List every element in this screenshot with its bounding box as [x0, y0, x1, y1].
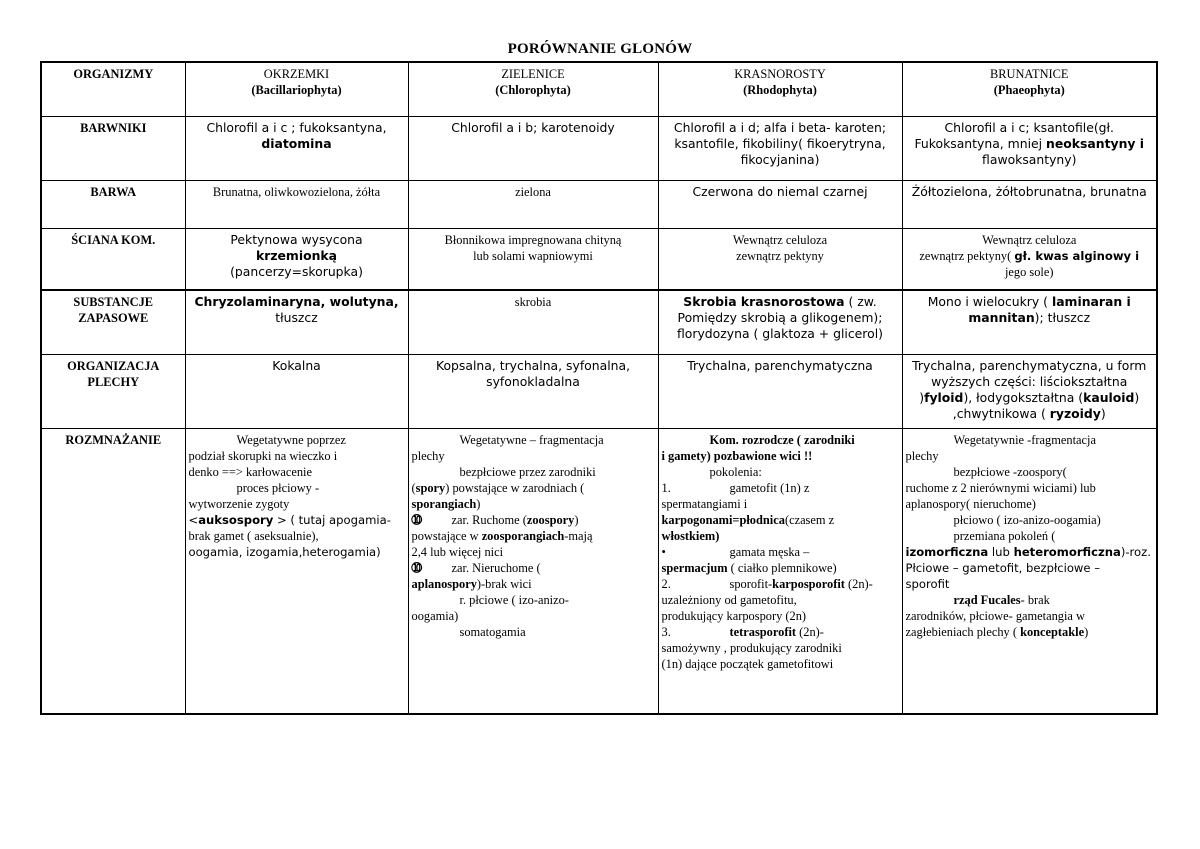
- cell-barwniki-brunatnice: [902, 116, 1157, 180]
- cell-text: [412, 528, 655, 544]
- cell-text: bezpłciowe przez zarodniki: [459, 464, 596, 479]
- cell-text: plechy: [411, 448, 445, 463]
- cell-text: florydozyna ( glaktoza + glicerol): [677, 326, 883, 341]
- cell-text: [906, 248, 1154, 264]
- cell-text: powstające w: [411, 528, 482, 543]
- cell-text: ) powstające w zarodniach (: [445, 480, 585, 495]
- header-brunatnice-latin: (Phaeophyta): [993, 83, 1065, 97]
- cell-rozmnazanie-zielenice: [408, 428, 658, 714]
- page-title: PORÓWNANIE GLONÓW: [507, 41, 693, 57]
- header-okrzemki-name: OKRZEMKI: [263, 67, 330, 81]
- header-zielenice-latin: (Chlorophyta): [495, 83, 571, 97]
- table-row-rozmnazanie: [41, 428, 1157, 714]
- cell-text: (2n)-: [796, 624, 824, 639]
- cell-text: [906, 310, 1154, 326]
- cell-text: bezpłciowe -zoospory(: [953, 464, 1067, 479]
- cell-text: [412, 496, 655, 512]
- cell-text: Trychalna, parenchymatyczna, u form: [912, 357, 1147, 373]
- row-label-barwniki: BARWNIKI: [41, 116, 185, 180]
- header-krasnorosty: [658, 62, 902, 116]
- cell-text: lub solami wapniowymi: [473, 248, 593, 263]
- cell-text: spermatangiami i: [661, 496, 748, 511]
- cell-text-bold: neoksantyny i: [1046, 135, 1145, 151]
- row-label-substancje: [41, 290, 185, 354]
- cell-substancje-krasnorosty: [658, 290, 902, 354]
- cell-text: [412, 480, 655, 496]
- cell-text: aplanospory( nieruchome): [905, 496, 1036, 511]
- cell-text-bold: tetrasporofit: [729, 624, 797, 639]
- cell-text: somatogamia: [459, 624, 526, 639]
- cell-text: gamata męska –: [729, 544, 810, 559]
- cell-text: sporofit: [905, 576, 950, 591]
- cell-text: [412, 560, 655, 576]
- cell-barwa-zielenice: zielona: [408, 180, 658, 228]
- cell-text: [662, 464, 899, 480]
- cell-text: ( ciałko plemnikowe): [727, 560, 837, 575]
- cell-text: (pancerzy=skorupka): [230, 263, 363, 279]
- cell-rozmnazanie-krasnorosty: [658, 428, 902, 714]
- cell-text: zewnątrz pektyny(: [919, 248, 1015, 263]
- cell-text: SUBSTANCJE: [73, 295, 154, 309]
- table-row-organizacja: [41, 354, 1157, 428]
- cell-text: [412, 576, 655, 592]
- cell-text: Wegetatywne – fragmentacja: [459, 432, 604, 447]
- cell-text: krzemionką: [255, 247, 338, 263]
- cell-sciana-krasnorosty: [658, 228, 902, 290]
- cell-text: [189, 480, 405, 496]
- cell-text-bold: ryzoidy: [1049, 405, 1101, 421]
- header-brunatnice: [902, 62, 1157, 116]
- cell-text: PLECHY: [87, 374, 140, 389]
- cell-text: Mono i wielocukry (: [927, 294, 1052, 309]
- cell-text: [412, 624, 655, 640]
- cell-text: zar. Nieruchome (: [451, 560, 541, 575]
- cell-text: [662, 432, 899, 448]
- cell-text: włostkiem): [661, 528, 720, 543]
- cell-text: tłuszcz: [275, 310, 318, 325]
- cell-text: [906, 136, 1154, 152]
- cell-text: > ( tutaj apogamia-: [273, 512, 391, 527]
- cell-text-bold: sporangiach: [411, 496, 477, 511]
- cell-text: wyższych części: liściokształtna: [931, 373, 1128, 389]
- cell-text: płciowo ( izo-anizo-oogamia): [953, 512, 1101, 527]
- cell-text: zagłebieniach plechy (: [905, 624, 1021, 639]
- cell-text: pokolenia:: [709, 464, 762, 479]
- cell-text: Pomiędzy skrobią a glikogenem);: [677, 310, 883, 325]
- cell-text: (1n) dające początek gametofitowi: [661, 656, 834, 671]
- cell-text-bold: aplanospory: [411, 576, 477, 591]
- cell-text-bold: zoosporangiach: [481, 528, 565, 543]
- cell-text: [906, 294, 1154, 310]
- cell-text-bold: konceptakle: [1020, 624, 1085, 639]
- list-number: 2.: [661, 576, 671, 591]
- cell-barwniki-zielenice: Chlorofil a i b; karotenoidy: [408, 116, 658, 180]
- header-okrzemki-latin: (Bacillariophyta): [251, 83, 342, 97]
- numbered-bullet-icon: ➉: [411, 560, 422, 575]
- cell-text: Wegetatywnie -fragmentacja: [953, 432, 1096, 447]
- row-label-organizacja: [41, 354, 185, 428]
- cell-text: [662, 560, 899, 576]
- cell-text: oogamia): [411, 608, 459, 623]
- cell-text: [662, 480, 899, 496]
- cell-sciana-okrzemki: [185, 228, 408, 290]
- cell-text-bold: laminaran i: [1051, 294, 1131, 309]
- cell-text: [189, 512, 405, 528]
- cell-text: Fukoksantyna, mniej: [914, 135, 1047, 151]
- cell-text: ZAPASOWE: [78, 311, 149, 325]
- cell-text: plechy: [905, 448, 939, 463]
- cell-text: (2n)-: [844, 576, 873, 591]
- cell-organizacja-zielenice: [408, 354, 658, 428]
- cell-text: 2,4 lub więcej nici: [411, 544, 504, 559]
- cell-text: oogamia, izogamia,heterogamia): [188, 544, 381, 559]
- cell-barwniki-krasnorosty: [658, 116, 902, 180]
- cell-text: Chryzolaminaryna, wolutyna,: [194, 294, 399, 309]
- cell-text-bold: gł. kwas alginowy i: [1014, 248, 1140, 263]
- cell-text: [662, 576, 899, 592]
- cell-text: gametofit (1n) z: [729, 480, 810, 495]
- cell-text: ORGANIZACJA: [67, 358, 160, 373]
- comparison-table: [40, 61, 1158, 715]
- cell-text: Płciowe – gametofit, bezpłciowe –: [905, 560, 1101, 575]
- cell-text: ,chwytnikowa (: [952, 405, 1050, 421]
- row-label-barwa: BARWA: [41, 180, 185, 228]
- cell-text-bold: mannitan: [968, 310, 1035, 325]
- cell-barwa-okrzemki: Brunatna, oliwkowozielona, żółta: [185, 180, 408, 228]
- cell-text: zar. Ruchome (: [451, 512, 527, 527]
- cell-text: wytworzenie zygoty: [188, 496, 290, 511]
- cell-organizacja-okrzemki: Kokalna: [185, 354, 408, 428]
- cell-barwa-krasnorosty: Czerwona do niemal czarnej: [658, 180, 902, 228]
- cell-sciana-zielenice: [408, 228, 658, 290]
- cell-text: Błonnikowa impregnowana chityną: [444, 232, 622, 247]
- cell-text: (czasem z: [784, 512, 835, 527]
- cell-barwa-brunatnice: Żółtozielona, żółtobrunatna, brunatna: [902, 180, 1157, 228]
- cell-text-bold: spermacjum: [661, 560, 728, 575]
- cell-text: zewnątrz pektyny: [736, 248, 824, 263]
- cell-text: [906, 592, 1154, 608]
- cell-text: -mają: [564, 528, 593, 543]
- cell-text: [412, 512, 655, 528]
- cell-text: [412, 592, 655, 608]
- cell-text: [906, 544, 1154, 560]
- cell-text: [906, 406, 1154, 422]
- cell-sciana-brunatnice: [902, 228, 1157, 290]
- cell-text: ruchome z 2 nierównymi wiciami) lub: [905, 480, 1096, 495]
- cell-text: produkujący karpospory (2n): [661, 608, 807, 623]
- cell-text: sporofit-: [729, 576, 773, 591]
- cell-text: [412, 432, 655, 448]
- cell-substancje-zielenice: skrobia: [408, 290, 658, 354]
- header-organizmy: ORGANIZMY: [41, 62, 185, 116]
- cell-text: denko ==> karłowacenie: [188, 464, 312, 479]
- cell-text: [906, 464, 1154, 480]
- cell-text: lub: [988, 544, 1014, 559]
- cell-substancje-okrzemki: [185, 290, 408, 354]
- cell-text: [906, 624, 1154, 640]
- cell-text: )-brak wici: [476, 576, 532, 591]
- cell-text-bold: spory: [415, 480, 446, 495]
- cell-text: Kopsalna, trychalna, syfonalna,: [435, 357, 631, 373]
- cell-organizacja-brunatnice: [902, 354, 1157, 428]
- cell-text-bold: zoospory: [526, 512, 575, 527]
- cell-text-bold: Skrobia krasnorostowa: [683, 294, 845, 309]
- header-okrzemki: [185, 62, 408, 116]
- cell-text: [189, 432, 405, 448]
- list-number: 1.: [661, 480, 671, 495]
- bullet-icon: •: [661, 544, 666, 559]
- cell-rozmnazanie-brunatnice: [902, 428, 1157, 714]
- cell-text-bold: rząd Fucales: [953, 592, 1021, 607]
- cell-text: r. płciowe ( izo-anizo-: [459, 592, 569, 607]
- cell-text: [662, 294, 899, 310]
- cell-text: )-roz.: [1120, 544, 1151, 559]
- cell-substancje-brunatnice: [902, 290, 1157, 354]
- cell-text: uzależniony od gametofitu,: [661, 592, 797, 607]
- table-row-substancje: [41, 290, 1157, 354]
- table-row-barwa: [41, 180, 1157, 228]
- cell-text: [906, 512, 1154, 528]
- table-row-sciana: [41, 228, 1157, 290]
- numbered-bullet-icon: ➉: [411, 512, 422, 527]
- cell-text: Chlorofil a i c; ksantofile(gł.: [944, 119, 1114, 135]
- cell-text: syfonokladalna: [486, 373, 580, 389]
- cell-text-bold: karposporofit: [772, 576, 845, 591]
- row-label-rozmnazanie: ROZMNAŻANIE: [41, 428, 185, 714]
- cell-text: i gamety) pozbawione wici !!: [661, 448, 813, 463]
- cell-text-bold: izomorficzna: [905, 544, 989, 559]
- cell-text: fikocyjanina): [740, 151, 820, 167]
- cell-text: Wewnątrz celuloza: [982, 232, 1077, 247]
- cell-text: ): [1134, 389, 1140, 405]
- cell-text: ): [476, 496, 481, 511]
- table-header-row: [41, 62, 1157, 116]
- cell-text: <: [188, 512, 199, 527]
- cell-barwniki-okrzemki: [185, 116, 408, 180]
- cell-text: [412, 464, 655, 480]
- cell-text: diatomina: [261, 135, 332, 151]
- cell-text-bold: Kom. rozrodcze ( zarodniki: [709, 432, 855, 447]
- cell-text-bold: kauloid: [1083, 389, 1135, 405]
- cell-text: ): [574, 512, 579, 527]
- cell-text: proces płciowy -: [236, 480, 320, 495]
- cell-text: ): [1084, 624, 1089, 639]
- cell-text: (: [411, 480, 416, 495]
- cell-text: flawoksantyny): [982, 151, 1077, 167]
- header-zielenice: [408, 62, 658, 116]
- list-number: 3.: [661, 624, 671, 639]
- cell-text: ): [919, 389, 925, 405]
- header-zielenice-name: ZIELENICE: [501, 67, 565, 81]
- header-brunatnice-name: BRUNATNICE: [990, 67, 1069, 81]
- cell-text: brak gamet ( aseksualnie),: [188, 528, 319, 543]
- cell-text: podział skorupki na wieczko i: [188, 448, 338, 463]
- table-row-barwniki: [41, 116, 1157, 180]
- cell-text: [906, 528, 1154, 544]
- cell-text: Pektynowa wysycona: [230, 231, 363, 247]
- cell-text: Chlorofil a i c ; fukoksantyna,: [206, 119, 387, 135]
- cell-text: zarodników, płciowe- gametangia w: [905, 608, 1085, 623]
- cell-text-bold: auksospory: [198, 512, 274, 527]
- cell-text: ): [1100, 405, 1106, 421]
- cell-text: ksantofile, fikobiliny( fikoerytryna,: [674, 135, 886, 151]
- cell-text: ); tłuszcz: [1034, 310, 1091, 325]
- cell-text: [662, 512, 899, 528]
- cell-text: Chlorofil a i d; alfa i beta- karoten;: [673, 119, 887, 135]
- cell-text: samożywny , produkujący zarodniki: [661, 640, 842, 655]
- cell-text: [906, 432, 1154, 448]
- cell-text: jego sole): [1004, 264, 1054, 279]
- row-label-sciana: ŚCIANA KOM.: [41, 228, 185, 290]
- cell-text: przemiana pokoleń (: [953, 528, 1056, 543]
- cell-text: ), łodygokształtna (: [963, 389, 1084, 405]
- cell-text: [906, 390, 1154, 406]
- cell-text: Wewnątrz celuloza: [732, 232, 828, 247]
- cell-text-bold: heteromorficzna: [1013, 544, 1121, 559]
- cell-text: [662, 624, 899, 640]
- cell-text: - brak: [1020, 592, 1050, 607]
- cell-text-bold: fyloid: [924, 389, 964, 405]
- cell-organizacja-krasnorosty: Trychalna, parenchymatyczna: [658, 354, 902, 428]
- cell-text: Wegetatywne poprzez: [236, 432, 346, 447]
- header-krasnorosty-name: KRASNOROSTY: [734, 67, 826, 81]
- cell-text: [662, 544, 899, 560]
- cell-text-bold: karpogonami=płodnica: [661, 512, 785, 527]
- cell-text: ( zw.: [844, 294, 877, 309]
- header-krasnorosty-latin: (Rhodophyta): [743, 83, 817, 97]
- cell-rozmnazanie-okrzemki: [185, 428, 408, 714]
